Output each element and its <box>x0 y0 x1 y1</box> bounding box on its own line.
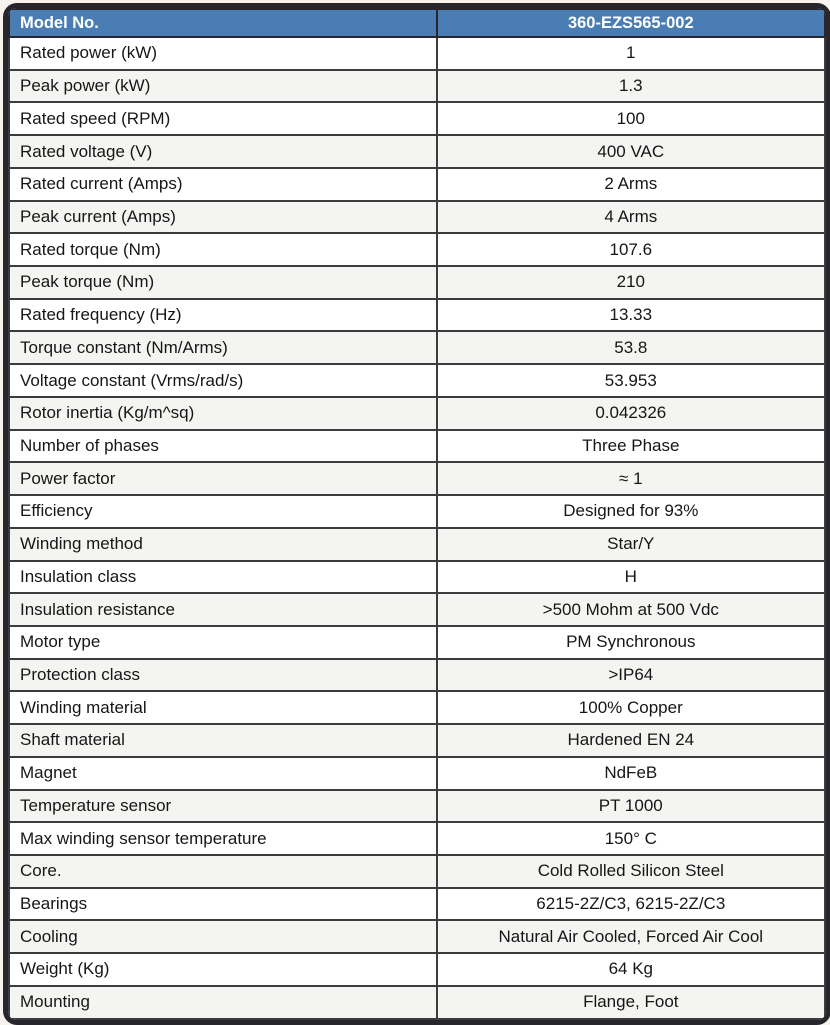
spec-rows <box>9 37 825 1019</box>
table-row <box>9 37 825 70</box>
spec-value: 64 Kg <box>437 953 825 986</box>
spec-label: Rated voltage (V) <box>9 135 437 168</box>
spec-value: 150° C <box>437 822 825 855</box>
spec-label: Bearings <box>9 888 437 921</box>
table-row <box>9 953 825 986</box>
spec-value: H <box>437 561 825 594</box>
table-row <box>9 299 825 332</box>
table-row <box>9 626 825 659</box>
header-model-no-value: 360-EZS565-002 <box>437 9 825 37</box>
spec-value: 400 VAC <box>437 135 825 168</box>
spec-value: Flange, Foot <box>437 986 825 1019</box>
table-row <box>9 70 825 103</box>
table-header-row <box>9 9 825 37</box>
table-row <box>9 495 825 528</box>
spec-label: Peak torque (Nm) <box>9 266 437 299</box>
spec-value: NdFeB <box>437 757 825 790</box>
table-row <box>9 822 825 855</box>
spec-label: Rated power (kW) <box>9 37 437 70</box>
spec-card <box>3 3 830 1025</box>
spec-value: >IP64 <box>437 659 825 692</box>
table-row <box>9 888 825 921</box>
spec-label: Mounting <box>9 986 437 1019</box>
table-row <box>9 659 825 692</box>
spec-value: 6215-2Z/C3, 6215-2Z/C3 <box>437 888 825 921</box>
table-row <box>9 986 825 1019</box>
spec-value: 1.3 <box>437 70 825 103</box>
spec-value: 210 <box>437 266 825 299</box>
spec-label: Magnet <box>9 757 437 790</box>
spec-value: Three Phase <box>437 430 825 463</box>
spec-label: Protection class <box>9 659 437 692</box>
spec-value: >500 Mohm at 500 Vdc <box>437 593 825 626</box>
table-row <box>9 528 825 561</box>
spec-value: Star/Y <box>437 528 825 561</box>
spec-value: Cold Rolled Silicon Steel <box>437 855 825 888</box>
spec-table <box>8 8 826 1020</box>
spec-label: Insulation resistance <box>9 593 437 626</box>
spec-label: Rated torque (Nm) <box>9 233 437 266</box>
spec-label: Winding material <box>9 691 437 724</box>
spec-value: 2 Arms <box>437 168 825 201</box>
spec-label: Weight (Kg) <box>9 953 437 986</box>
spec-value: 107.6 <box>437 233 825 266</box>
table-row <box>9 168 825 201</box>
table-row <box>9 266 825 299</box>
spec-value: Natural Air Cooled, Forced Air Cool <box>437 920 825 953</box>
table-row <box>9 462 825 495</box>
spec-value: ≈ 1 <box>437 462 825 495</box>
spec-label: Voltage constant (Vrms/rad/s) <box>9 364 437 397</box>
spec-label: Max winding sensor temperature <box>9 822 437 855</box>
spec-label: Peak power (kW) <box>9 70 437 103</box>
table-row <box>9 201 825 234</box>
table-row <box>9 855 825 888</box>
table-row <box>9 430 825 463</box>
spec-label: Insulation class <box>9 561 437 594</box>
spec-label: Efficiency <box>9 495 437 528</box>
spec-label: Core. <box>9 855 437 888</box>
spec-value: Hardened EN 24 <box>437 724 825 757</box>
spec-value: 100% Copper <box>437 691 825 724</box>
table-row <box>9 561 825 594</box>
spec-value: PM Synchronous <box>437 626 825 659</box>
spec-label: Shaft material <box>9 724 437 757</box>
table-row <box>9 233 825 266</box>
spec-value: 100 <box>437 102 825 135</box>
spec-label: Motor type <box>9 626 437 659</box>
table-row <box>9 135 825 168</box>
spec-label: Power factor <box>9 462 437 495</box>
spec-label: Rated frequency (Hz) <box>9 299 437 332</box>
table-row <box>9 397 825 430</box>
spec-value: 1 <box>437 37 825 70</box>
table-row <box>9 757 825 790</box>
spec-value: 4 Arms <box>437 201 825 234</box>
spec-label: Rated current (Amps) <box>9 168 437 201</box>
table-row <box>9 102 825 135</box>
spec-value: Designed for 93% <box>437 495 825 528</box>
table-row <box>9 691 825 724</box>
table-row <box>9 331 825 364</box>
spec-value: 13.33 <box>437 299 825 332</box>
spec-label: Rated speed (RPM) <box>9 102 437 135</box>
table-row <box>9 724 825 757</box>
table-row <box>9 364 825 397</box>
table-row <box>9 593 825 626</box>
spec-label: Temperature sensor <box>9 790 437 823</box>
spec-value: 53.953 <box>437 364 825 397</box>
spec-label: Peak current (Amps) <box>9 201 437 234</box>
spec-label: Torque constant (Nm/Arms) <box>9 331 437 364</box>
spec-label: Winding method <box>9 528 437 561</box>
header-model-no-label: Model No. <box>9 9 437 37</box>
spec-label: Rotor inertia (Kg/m^sq) <box>9 397 437 430</box>
table-row <box>9 920 825 953</box>
spec-value: 0.042326 <box>437 397 825 430</box>
spec-label: Number of phases <box>9 430 437 463</box>
spec-value: 53.8 <box>437 331 825 364</box>
spec-value: PT 1000 <box>437 790 825 823</box>
table-row <box>9 790 825 823</box>
spec-label: Cooling <box>9 920 437 953</box>
